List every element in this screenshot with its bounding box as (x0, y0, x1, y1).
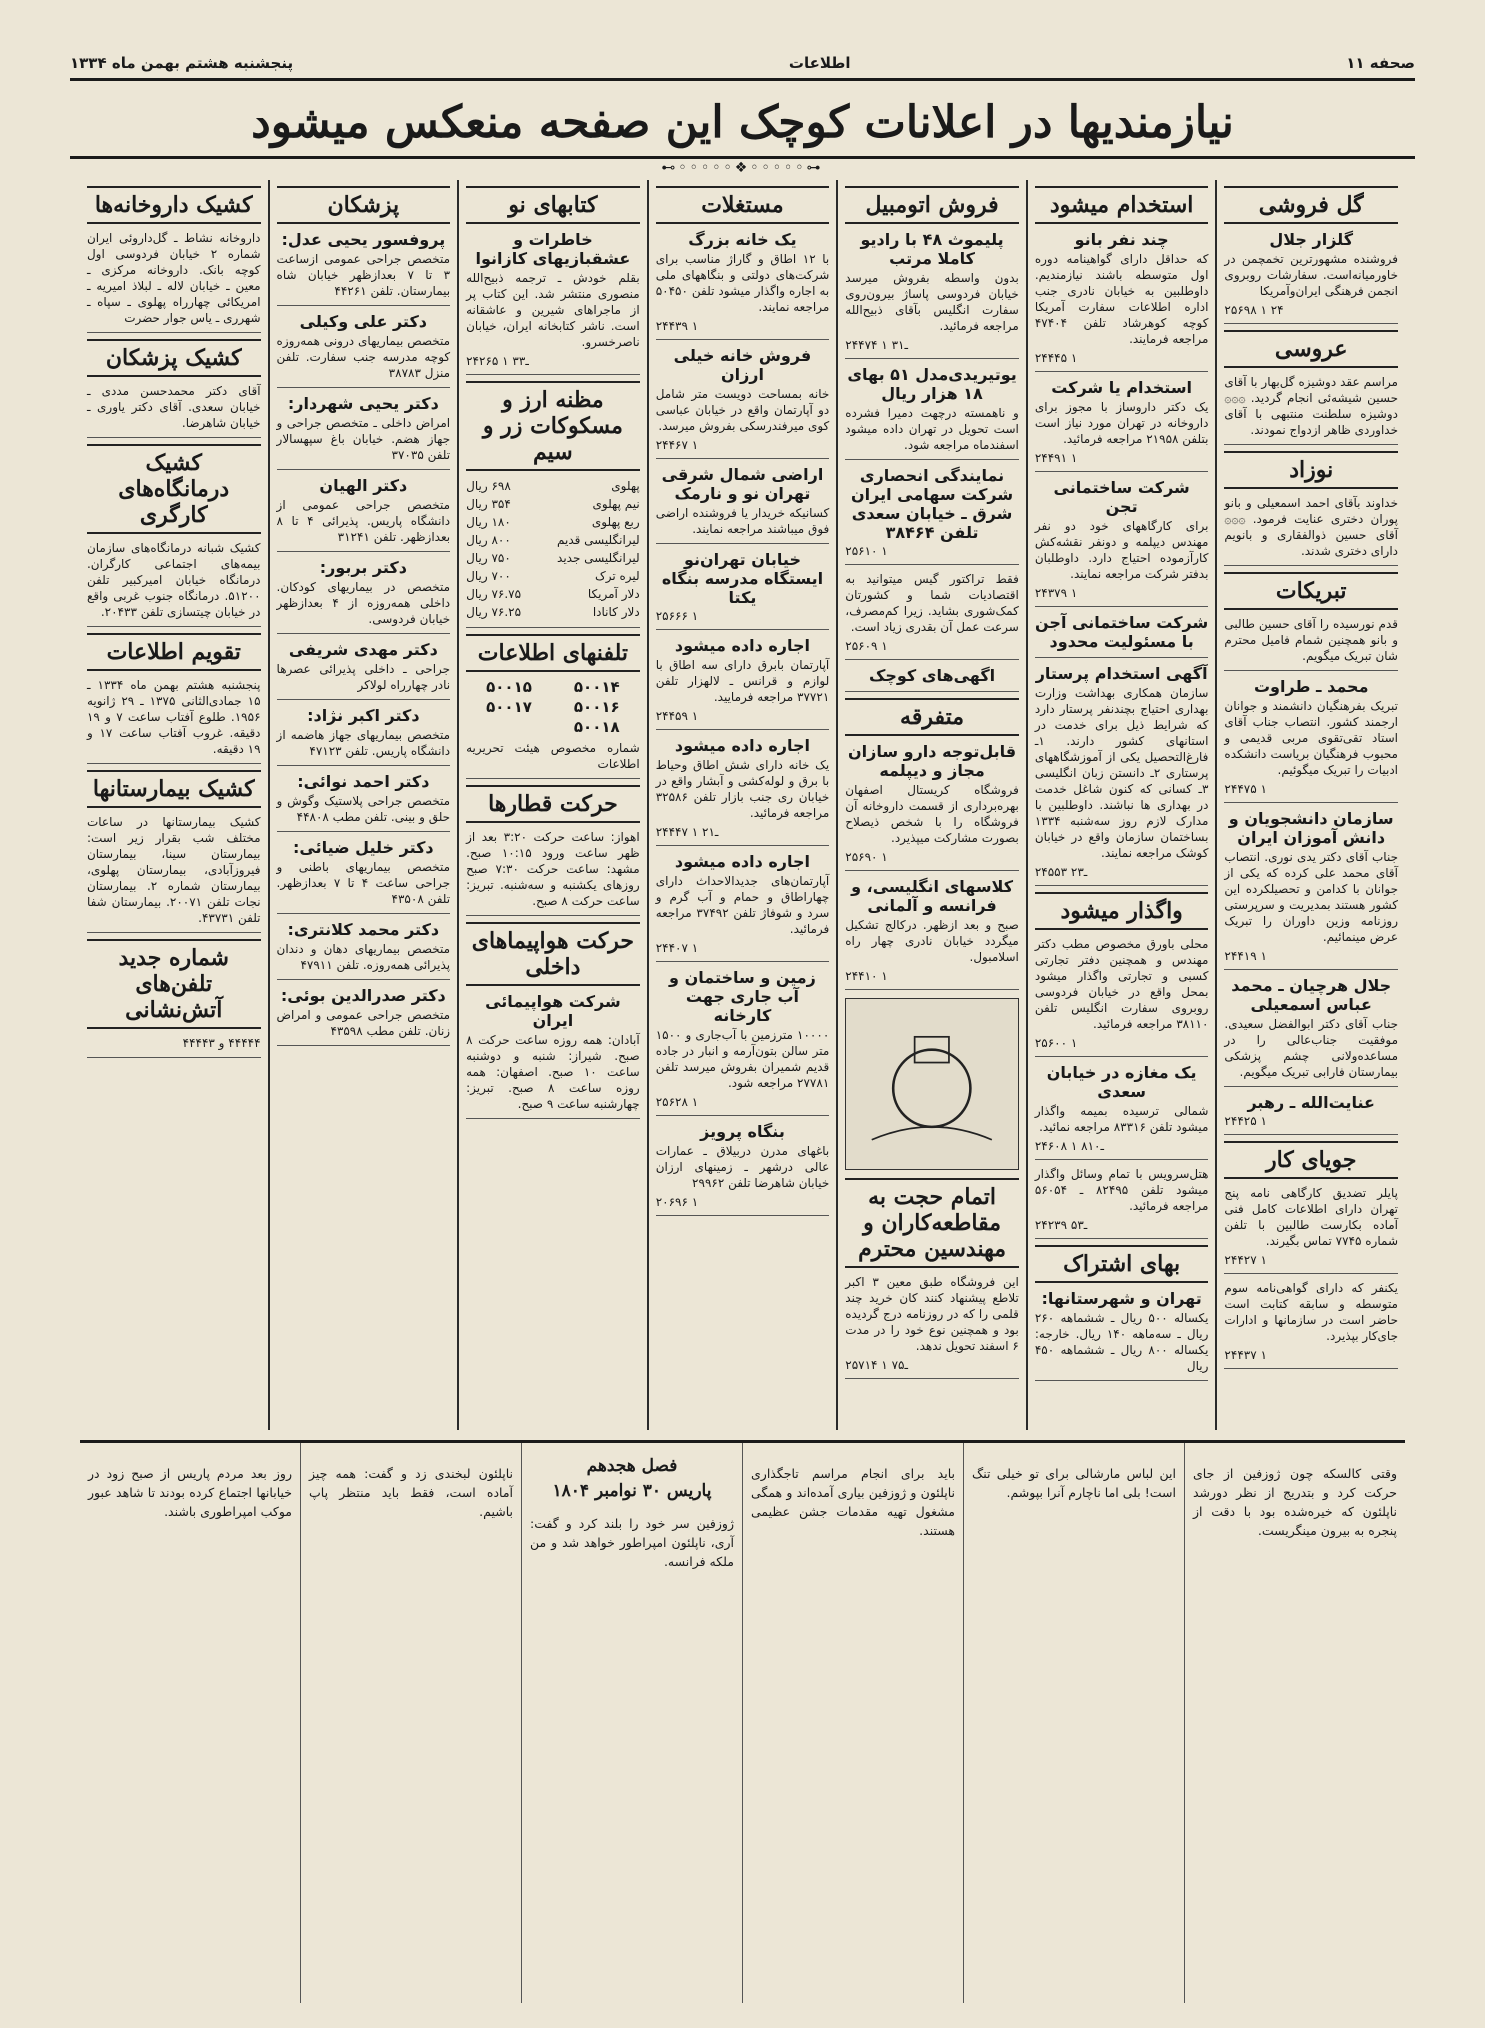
ad-body: محلی باورق مخصوص مطب دکتر مهندس و همچنین دفتر تجارتی کسبی و تجارتی واگذار میشود بمحل واقع در خیابان فردوسی روبروی سفارت انگلیس تلفن ۳۸۱۱۰ مراجعه فرمائید. (1034, 937, 1209, 1031)
section-title: عروسی (1224, 330, 1398, 368)
ad-ref: ۲۵۶۱۰ ۱ (845, 544, 888, 558)
ad-body: ۴۴۴۴۴ و ۴۴۴۴۳ (182, 1036, 261, 1050)
rate-name: لیرانگلیسی قدیم (557, 533, 640, 547)
column-doctors (268, 180, 458, 1430)
ad-ref: ۲۵۶۲۸ ۱ (655, 1095, 699, 1109)
rate-value: ۳۵۴ ریال (466, 497, 511, 511)
ad-body: متخصص بیماریهای دهان و دندان پذیرائی همه‌روزه. تلفن ۴۷۹۱۱ (276, 942, 451, 972)
serial-paragraph: ژوزفین سر خود را بلند کرد و گفت: آری، ناپلئون امپراطور خواهد شد و من ملکه فرانسه. (530, 1515, 734, 1569)
ad-ref: ۲۵۶۹۸ ۱ ۲۴ (1224, 303, 1284, 317)
ad-ref: ۲۴۴۳۹ ۱ (655, 319, 699, 333)
ad-separator (1224, 444, 1398, 445)
ad-heading: اراضی شمال شرقی تهران نو و نارمک (661, 465, 824, 503)
ad-heading: دکتر یحیی شهردار: (287, 394, 439, 413)
ad-body: یک دکتر داروساز با مجوز برای داروخانه در تهران مورد نیاز است بتلفن ۲۱۹۵۸ مراجعه فرمائید. (1034, 400, 1209, 446)
ad-body: فروشنده مشهورترین تخمچمن در خاورمیانه‌است. سفارشات روبروی انجمن فرهنگی ایران‌وآمریکا (1224, 252, 1398, 298)
serial-column (80, 1443, 300, 2003)
section-title: نوزاد (1224, 451, 1398, 489)
ad-body: مراسم عقد دوشیزه گل‌بهار با آقای حسین شیشه‌ئی انجام گردید. ۞۞۞ دوشیزه سلطنت منتبهی با آقای خداوردی ظاهر ازدواج نمودند. (1224, 375, 1398, 437)
ad-separator (1035, 885, 1209, 886)
ad-body: آپارتمان بابرق دارای سه اطاق با لوازم و قرانس ـ لالهزار تلفن ۳۷۷۲۱ مراجعه فرمایید. (655, 658, 830, 704)
section-title: واگذار میشود (1035, 892, 1209, 930)
ad-separator (466, 374, 640, 375)
ad-separator (277, 765, 451, 766)
ad-body: آقای دکتر محمدحسن مددی ـ خیابان سعدی. آقای دکتر یاوری ـ خیابان شاهرضا. (86, 384, 261, 430)
page-banner: نیازمندیها در اعلانات کوچک این صفحه منعکس میشود (251, 97, 1234, 148)
section-title: متفرقه (845, 698, 1019, 736)
rate-name: لیرانگلیسی جدید (557, 551, 640, 565)
ad-body: با ۱۲ اطاق و گاراژ مناسب برای شرکت‌های دولتی و بنگاههای ملی به اجاره واگذار میشود تلفن ۵۰۴۵۰ مراجعه نمایند. (655, 252, 830, 314)
ad-ref: ۲۴۴۰۷ ۱ (655, 941, 699, 955)
phone-numbers (466, 678, 640, 736)
ad-ref: ۲۴۲۳۹ ۵ـ۳ (1034, 1218, 1088, 1232)
ad-separator (845, 691, 1019, 692)
ad-ref: ۲۴۶۰۸ ۱ ۸ـ۱۰ (1034, 1139, 1104, 1153)
rate-row (466, 531, 640, 549)
ad-ref: ۲۵۷۱۴ ۱ ۷ـ۵ (845, 1358, 908, 1372)
ad-body: شماره مخصوص هیئت تحریریه اطلاعات (466, 741, 640, 771)
ad-heading: عنایت‌الله ـ رهبر (1247, 1093, 1375, 1112)
column-pharmacies (80, 180, 268, 1430)
rate-value: ۷۵۰ ریال (466, 551, 511, 565)
rate-name: ربع پهلوی (591, 515, 640, 529)
ad-separator (277, 551, 451, 552)
section-title: حرکت هواپیماهای داخلی (466, 922, 640, 986)
ad-heading: دکتر خلیل ضیائی: (293, 838, 434, 857)
ad-separator (845, 870, 1019, 871)
ad-body: متخصص جراحی عمومی ازساعت ۳ تا ۷ بعدازظهر خیابان شاه بیمارستان. تلفن ۴۴۲۶۱ (276, 252, 451, 298)
ad-separator (1035, 1238, 1209, 1239)
ad-separator (277, 699, 451, 700)
serial-column (963, 1443, 1184, 2003)
ad-heading: دکتر علی وکیلی (299, 312, 427, 331)
ad-separator (466, 1118, 640, 1119)
ad-separator (1224, 1368, 1398, 1369)
section-title: حرکت قطارها (466, 785, 640, 823)
section-title: فروش اتومبیل (845, 186, 1019, 224)
serial-paragraph: روز بعد مردم پاریس از صبح زود در خیابانها اجتماع کرده بودند تا شاهد عبور موکب امپراطوری باشند. (88, 1465, 292, 1519)
ad-heading: استخدام یا شرکت (1051, 378, 1193, 397)
ad-heading: قابل‌توجه دارو سازان مجاز و دیپلمه (847, 742, 1017, 780)
rate-row (466, 495, 640, 513)
ad-body: اهواز: ساعت حرکت ۳:۲۰ بعد از ظهر ساعت ورود ۱۰:۱۵ صبح. مشهد: ساعت حرکت ۷:۳۰ صبح روزهای یکشنبه و سه‌شنبه. تبریز: ساعت حرکت ۸ صبح. (466, 830, 640, 908)
ad-body: آبادان: همه روزه ساعت حرکت ۸ صبح. شیراز: شنبه و دوشنبه ساعت ۱۰ صبح. اصفهان: همه روزه ساعت ۸ صبح. تبریز: چهارشنبه ساعت ۹ صبح. (466, 1033, 640, 1111)
ad-ref: ۲۴۴۹۱ ۱ (1034, 451, 1078, 465)
ad-body: قدم نورسیده را آقای حسین طالبی و بانو همچنین شمام فامیل محترم شان تبریک میگویم. (1224, 617, 1398, 663)
rate-row (466, 549, 640, 567)
exchange-rates (466, 477, 640, 621)
ad-separator (845, 1378, 1019, 1379)
ad-heading: خاطرات و عشقبازیهای کازانوا (475, 230, 631, 268)
ad-separator (87, 1057, 261, 1058)
ad-heading: دکتر الهیان (319, 476, 408, 495)
rate-value: ۱۸۰ ریال (466, 515, 511, 529)
ad-body: متخصص جراحی‌ عمومی از دانشگاه پاریس. پذیرائی ۴ تا ۸ بعدازظهر. تلفن ۳۱۲۴۱ (276, 498, 451, 544)
ad-separator (466, 915, 640, 916)
ad-separator (656, 629, 830, 630)
ad-body: امراض داخلی ـ متخصص جراحی و جهاز هضم. خیابان باغ سپهسالار تلفن ۳۷۰۳۵ (276, 416, 451, 462)
column-flowers (1215, 180, 1405, 1430)
ad-separator (656, 961, 830, 962)
ad-ref: ۲۴۲۶۵ ۱ ۳ـ۳ (466, 354, 529, 368)
ad-body: بدون واسطه بفروش میرسد خیابان فردوسی پاساژ بیرون‌روی سفارت انگلیس بآقای ذبیح‌الله مراجعه فرمائید. (845, 271, 1019, 333)
ad-separator (845, 358, 1019, 359)
column-rentals (647, 180, 837, 1430)
rate-name: پهلوی (611, 479, 640, 493)
ad-body: تبریک بفرهنگیان دانشمند و جوانان ارجمند کشور. انتصاب جناب آقای استاد تقی‌تقوی مربی قدیمی و محبوب فرهنگیان بریاست دانشکده ادبیات را تبریک میگوئیم. (1224, 699, 1398, 777)
ad-separator (656, 845, 830, 846)
ad-body: متخصص بیماریهای جهاز هاضمه از دانشگاه پاریس. تلفن ۴۷۱۲۳ (276, 728, 451, 758)
ad-ref: ۲۴۵۵۳ ۲ـ۳ (1034, 865, 1088, 879)
phone-number: ۵۰۰۱۸ (573, 718, 620, 736)
section-title: کشیک درمانگاه‌های کارگری (87, 444, 261, 534)
rate-value: ۶۹۸ ریال (466, 479, 511, 493)
ad-separator (656, 543, 830, 544)
ad-heading: شرکت ساختمانی تجن (1053, 478, 1190, 516)
ad-heading: دکتر بربور: (319, 558, 407, 577)
ad-body: باغهای مدرن دربیلاق ـ عمارات عالی درشهر ـ زمینهای ارزان خیابان شاهرضا تلفن ۲۹۹۶۲ (655, 1144, 830, 1190)
ad-heading: اگهی‌های کوچک (868, 666, 996, 685)
section-title: کشیک بیمارستانها (87, 770, 261, 808)
ad-separator (87, 437, 261, 438)
ad-body: این فروشگاه طبق معین ۳ اکبر تلاطع پیشنهاد کنند کان خرید چند قلمی را که در روزنامه درج گردیده بود و همچنین نوع خود را در مدت ۶ اسفند تحویل ندهد. (845, 1275, 1019, 1353)
rate-name: دلار آمریکا (587, 587, 640, 601)
ornament-divider: ⊷◦◦◦◦◦❖◦◦◦◦◦⊶ (661, 160, 824, 176)
ad-separator (1035, 1159, 1209, 1160)
ad-separator (87, 932, 261, 933)
ad-ref: ۲۴۴۲۵ ۱ (1224, 1114, 1267, 1128)
section-title: استخدام میشود (1035, 186, 1209, 224)
column-employment (1026, 180, 1216, 1430)
section-title: مستغلات (656, 186, 830, 224)
section-title: مظنه ارز و مسکوکات زر و سیم (466, 381, 640, 471)
ad-separator (1035, 371, 1209, 372)
ad-body: متخصص جراحی عمومی و امراض زنان. تلفن مطب ۴۳۵۹۸ (276, 1008, 451, 1038)
ad-separator (1224, 802, 1398, 803)
ad-separator (845, 459, 1019, 460)
page-number: صحفه ۱۱ (1346, 54, 1415, 72)
serial-dateline: پاریس ۳۰ نوامبر ۱۸۰۴ (552, 1481, 712, 1501)
ad-body: متخصص در بیماریهای کودکان. داخلی همه‌روزه از ۴ بعدازظهر خیابان فردوسی. (276, 580, 451, 626)
ad-body: کشیک بیمارستانها در ساعات مختلف شب بقرار زیر است: بیمارستان سینا، بیمارستان فیروزآبادی، بیمارستان پهلوی، بیمارستان شماره ۲. بیمارستان نجات تلفن ۲۰۰۷۱. بیمارستان شفا تلفن ۴۳۷۳۱. (86, 815, 261, 925)
ad-ref: ۲۵۶۹۰ ۱ (845, 850, 888, 864)
ad-separator (277, 387, 451, 388)
ad-separator (656, 1215, 830, 1216)
ad-heading: آگهی استخدام پرستار (1035, 664, 1208, 683)
ad-heading: نمایندگی انحصاری شرکت سهامی ایران شرق ـ خیابان سعدی تلفن ۳۸۴۶۴ (851, 466, 1014, 542)
ad-separator (1224, 1086, 1398, 1087)
ad-ref: ۲۵۶۰۹ ۱ (845, 639, 888, 653)
ad-body: آپارتمان‌های جدیدالاحداث دارای چهاراطاق و حمام و آب گرم و سرد و شوفاژ تلفن ۳۷۴۹۲ مراجعه فرمائید. (655, 874, 830, 936)
ad-separator (845, 659, 1019, 660)
section-title: شماره جدید تلفن‌های آتش‌نشانی (87, 939, 261, 1029)
ad-body: فروشگاه کریستال اصفهان بهره‌برداری از قسمت داروخانه آن فروشگاه را با شخص ذیصلاح بصورت مشارکت میپذیرد. (845, 783, 1019, 845)
ad-body: خانه بمساحت دویست متر شامل دو آپارتمان واقع در خیابان عباسی کوی میرفندرسکی بفروش میرسد. (655, 387, 830, 433)
ad-body: پنجشنبه هشتم بهمن ماه ۱۳۳۴ ـ ۱۵ جمادی‌الثانی ۱۳۷۵ ـ ۲۹ ژانویه ۱۹۵۶. طلوع آفتاب ساعت ۷ و ۱۹ دقیقه. غروب آفتاب ساعت ۱۷ و ۱۹ دقیقه. (86, 678, 261, 756)
ad-heading: شرکت هواپیمائی ایران (485, 992, 621, 1030)
ad-heading: دکتر احمد نوائی: (297, 772, 430, 791)
ad-separator (1035, 471, 1209, 472)
section-title: تلفنهای اطلاعات (466, 634, 640, 672)
advertisement-illustration (845, 998, 1019, 1170)
ad-ref: ۲۵۶۰۰ ۱ (1034, 1036, 1078, 1050)
section-title: تبریکات (1224, 572, 1398, 610)
ad-body: متخصص بیماریهای درونی همه‌روزه کوچه مدرسه جنب سفارت. تلفن منزل ۳۸۷۸۳ (276, 334, 451, 380)
phone-number: ۵۰۰۱۵ (486, 678, 532, 696)
ad-separator (656, 729, 830, 730)
ad-separator (1035, 1056, 1209, 1057)
phone-number: ۵۰۰۱۴ (573, 678, 620, 696)
ad-separator (1224, 969, 1398, 970)
ad-body: خداوند بآقای احمد اسمعیلی و بانو پوران دختری عنایت فرمود. ۞۞۞ آقای حسین ذوالفقاری و بانویم دارای دختری شدند. (1224, 496, 1398, 558)
section-title: بهای اشتراک (1035, 1245, 1209, 1283)
section-title: اتمام حجت به مقاطعه‌کاران و مهندسین محترم (845, 1178, 1019, 1268)
rate-name: لیره ترک (594, 569, 640, 583)
ad-body: کسانیکه خریدار یا فروشنده اراضی فوق میباشند مراجعه نمایند. (655, 506, 830, 536)
ad-heading: محمد ـ طراوت (1253, 677, 1369, 696)
ad-heading: دکتر محمد کلانتری: (287, 920, 440, 939)
ad-separator (277, 469, 451, 470)
ad-ref: ۲۴۴۱۹ ۱ (1224, 949, 1267, 963)
ad-heading: اجاره داده میشود (674, 736, 811, 755)
ad-body: متخصص بیماریهای باطنی و جراحی ساعت ۴ تا ۷ بعدازظهر. تلفن ۴۳۵۰۸ (276, 860, 451, 906)
ad-separator (87, 763, 261, 764)
ad-separator (656, 458, 830, 459)
ad-ref: ۲۴۴۳۷ ۱ (1224, 1348, 1267, 1362)
ad-body: که حداقل دارای گواهینامه دوره اول متوسطه باشند نیازمندیم. داوطلبین به خیابان نادری جنب اداره اطلاعات سفارت آمریکا کوچه کوهرشاد تلفن ۴۷۴۰۴ مراجعه فرمایند. (1034, 252, 1209, 346)
ad-heading: زمین و ساختمان و آب جاری جهت کارخانه (669, 968, 816, 1025)
ad-heading: گلزار جلال (1269, 230, 1354, 249)
rate-value: ۷۶.۲۵ ریال (466, 605, 522, 619)
rate-value: ۷۶.۷۵ ریال (466, 587, 522, 601)
ad-separator (277, 831, 451, 832)
ad-heading: اجاره داده میشود (674, 636, 811, 655)
ad-body: برای کارگاههای خود دو نفر مهندس دیپلمه و دونفر نقشه‌کش کارآزموده احتیاج دارد. داوطلبان بدفتر شرکت مراجعه نمایند. (1034, 519, 1209, 581)
ad-separator (845, 564, 1019, 565)
ad-separator (656, 339, 830, 340)
serial-chapter-title: فصل هجدهم (586, 1456, 678, 1476)
ad-separator (466, 627, 640, 628)
ad-separator (656, 1115, 830, 1116)
header-rule (70, 78, 1415, 81)
ad-ref: ۲۴۴۷۴ ۱ ۳ـ۱ (845, 338, 908, 352)
ad-body: جراحی ـ داخلی پذیرائی عصرها نادر چهارراه لولاکر (276, 662, 451, 692)
ad-heading: دکتر مهدی شریفی (288, 640, 438, 659)
rate-name: نیم پهلوی (592, 497, 640, 511)
serial-column (300, 1443, 521, 2003)
ad-body: متخصص جراحی پلاستیک وگوش و حلق و بینی. تلفن مطب ۴۴۸۰۸ (276, 794, 451, 824)
serial-column (521, 1443, 742, 2003)
column-books (457, 180, 647, 1430)
section-title: کشیک پزشکان (87, 339, 261, 377)
section-title: کتابهای نو (466, 186, 640, 224)
serial-column (1184, 1443, 1405, 2003)
serial-paragraph: وقتی کالسکه چون ژوزفین از جای حرکت کرد و بتدریج از نظر دورشد ناپلئون که خیره‌شده بود با دقت از پنجره به بیرون مینگریست. (1193, 1465, 1397, 1538)
rate-value: ۷۰۰ ریال (466, 569, 511, 583)
ad-heading: یک خانه بزرگ (688, 230, 797, 249)
ad-separator (87, 332, 261, 333)
serial-story (80, 1440, 1405, 2003)
ad-heading: یوتیریدی‌مدل ۵۱ بهای ۱۸ هزار ریال (847, 365, 1017, 403)
ad-ref: ۲۴۴۴۵ ۱ (1034, 351, 1078, 365)
ad-ref: ۲۴۴۶۷ ۱ (655, 438, 699, 452)
ad-body: صبح و بعد ازظهر. درکالج تشکیل میگردد خیابان نادری چهار راه اسلامبول. (845, 918, 1019, 964)
ad-separator (845, 989, 1019, 990)
ad-heading: کلاسهای انگلیسی، و فرانسه و آلمانی (851, 877, 1014, 915)
running-header (70, 52, 1415, 74)
ad-ref: ۲۴۴۵۹ ۱ (655, 709, 699, 723)
ad-body: ۱۰۰۰۰ مترزمین با آب‌جاری و ۱۵۰۰ متر سالن بتون‌آرمه و انبار در جاده قدیم شمیران بفروش میرسد تلفن ۲۷۷۸۱ مراجعه شود. (655, 1028, 830, 1090)
serial-column (742, 1443, 963, 2003)
ad-heading: شرکت ساختمانی آجن با مسئولیت محدود (1035, 613, 1209, 651)
ad-separator (1224, 1273, 1398, 1274)
ad-body: فقط تراکتور گیس میتوانید به اقتصادیات شما و کشورتان کمک‌شوری بشاید. زیرا کم‌مصرف، سرعت عمل آن بقدری زیاد است. (845, 572, 1019, 634)
ad-separator (1035, 1380, 1209, 1381)
ad-separator (87, 626, 261, 627)
ad-body: پایلر تضدیق کارگاهی نامه پنج تهران دارای اطلاعات کامل فنی آماده بکارست طالبین با تلفن شماره ۷۷۴۵ تماس بگیرند. (1224, 1186, 1398, 1248)
ad-heading: پروفسور یحیی عدل: (281, 230, 446, 249)
ad-separator (277, 979, 451, 980)
ad-separator (1224, 323, 1398, 324)
ad-ref: ۲۴۴۷۵ ۱ (1224, 782, 1267, 796)
ad-body: جناب آقای دکتر ابوالفضل سعیدی. موفقیت جناب‌عالی را در مساعده‌ولانی چشم پزشکی بیمارستان فارابی تبریک میگویم. (1224, 1017, 1398, 1079)
section-title: کشیک داروخانه‌ها (87, 186, 261, 224)
section-title: گل فروشی (1224, 186, 1398, 224)
rate-name: دلار کانادا (592, 605, 640, 619)
rate-row (466, 567, 640, 585)
ad-heading: چند نفر بانو (1074, 230, 1169, 249)
serial-paragraph: باید برای انجام مراسم تاجگذاری ناپلئون و ژوزفین بیاری آمده‌اند و همگی مشغول تهیه مقدمات جشن عظیمی هستند. (751, 1465, 955, 1538)
ad-separator (1035, 657, 1209, 658)
ad-separator (1224, 565, 1398, 566)
ad-separator (1035, 606, 1209, 607)
ad-body: یکساله ۵۰۰ ریال ـ ششماهه ۲۶۰ ریال ـ سه‌ماهه ۱۴۰ ریال. خارجه: یکساله ۸۰۰ ریال ـ ششماهه ۴۵۰ ریال (1034, 1311, 1209, 1373)
ad-heading: بنگاه پرویز (700, 1122, 785, 1141)
ad-ref: ۲۵۶۶۶ ۱ (655, 609, 699, 623)
ad-separator (277, 633, 451, 634)
ad-body: و ناهمسته درچهت دمیرا فشرده است تحویل در تهران داده میشود اسفندماه مراجعه شود. (845, 406, 1019, 452)
ad-ref: ۲۴۴۲۷ ۱ (1224, 1253, 1267, 1267)
ad-separator (277, 913, 451, 914)
ad-separator (277, 1045, 451, 1046)
ad-heading: جلال هرچیان ـ محمد عباس اسمعیلی (1231, 976, 1392, 1014)
section-title: پزشکان (277, 186, 451, 224)
ad-heading: خیابان تهران‌نو ایستگاه مدرسه بنگاه یکتا (661, 550, 824, 607)
ad-body: کشیک شبانه درمانگاه‌های سازمان بیمه‌های اجتماعی کارگران. درمانگاه خیابان امیرکبیر تلفن ۵۱۲۰۰. درمانگاه جنوب غربی واقع در خیابان چیتسازی تلفن ۲۰۴۳۳. (86, 541, 261, 619)
ad-heading: تهران و شهرستانها: (1041, 1289, 1202, 1308)
phone-number: ۵۰۰۱۷ (486, 698, 532, 716)
ad-body: یک خانه دارای شش اطاق وحیاط با برق و لوله‌کشی و آبشار واقع در خیابان ری جنب بازار تلفن ۳۲۵۸۶ مراجعه فرمائید. (655, 758, 830, 820)
classified-columns (80, 180, 1405, 1430)
serial-paragraph: این لباس مارشالی برای تو خیلی تنگ است! بلی اما ناچارم آنرا بپوشم. (972, 1465, 1176, 1500)
rate-row (466, 513, 640, 531)
issue-date: پنجشنبه هشتم بهمن ماه ۱۳۳۴ (70, 54, 294, 72)
ad-heading: پلیموث ۴۸ با رادیو کاملا مرتب (860, 230, 1004, 268)
column-cars (836, 180, 1026, 1430)
rate-row (466, 585, 640, 603)
ad-heading: سازمان دانشجویان و دانش آموزان ایران (1228, 809, 1394, 847)
ad-heading: اجاره داده میشود (674, 852, 811, 871)
rate-value: ۸۰۰ ریال (466, 533, 511, 547)
ad-body: بقلم خودش ـ ترجمه ذبیح‌الله منصوری منتشر شد. این کتاب پر از ماجراهای شیرین و عاشقانه است. ناشر کتابخانه ایران، خیابان ناصرخسرو. (466, 271, 640, 349)
ad-body: سازمان همکاری بهداشت وزارت بهداری احتیاج بچندنفر پرستار دارد که شرایط ذیل برای خدمت در استانهای کشور دارند. ۱ـ فارغ‌التحصیل یکی از آموزشگاههای پرستاری ۲ـ دانستن زبان انگلیسی ۳ـ کسانی که کنون شاغل خدمت در بهداری ها نباشند. داوطلبین با مدارک لازم روز سه‌شنبه ۱۳۳۴ بساختمان سازمان واقع در خیابان کوشک مراجعه نمایند. (1034, 686, 1209, 860)
phone-number: ۵۰۰۱۶ (573, 698, 620, 716)
ad-heading: فروش خانه خیلی ارزان (673, 346, 812, 384)
section-title: جویای کار (1224, 1141, 1398, 1179)
ad-ref: ۲۴۴۱۰ ۱ (845, 969, 888, 983)
section-title: تقویم اطلاعات (87, 633, 261, 671)
ad-separator (277, 305, 451, 306)
ad-separator (1224, 670, 1398, 671)
ad-body: هتل‌سرویس با تمام وسائل واگذار میشود تلفن ۸۲۴۹۵ ـ ۵۶۰۵۴ مراجعه فرمائید. (1034, 1167, 1209, 1213)
ad-ref: ۲۰۶۹۶ ۱ (655, 1195, 699, 1209)
ad-heading: یک مغازه در خیابان سعدی (1046, 1063, 1197, 1101)
ad-heading: دکتر صدرالدین بوئی: (280, 986, 446, 1005)
ad-body: جناب آقای دکتر یدی نوری. انتصاب آقای محمد علی کرده که یکی از جوانان با کدامن و تحصیلکرده این کشور هستند بمدیریت و سرپرستی روزنامه وزین داوران را تبریک عرض مینمائیم. (1224, 850, 1398, 944)
ad-separator (1224, 1134, 1398, 1135)
serial-paragraph: ناپلئون لبخندی زد و گفت: همه چیز آماده است، فقط باید منتظر پاپ باشیم. (309, 1465, 513, 1519)
ad-ref: ۲۴۴۴۷ ۱ ۲ـ۱ (655, 825, 719, 839)
ad-heading: دکتر اکبر نژاد: (307, 706, 420, 725)
ad-body: داروخانه نشاط ـ گل‌داروئی ایران شماره ۲ خیابان فردوسی اول کوچه بانک. داروخانه مرکزی ـ معین ـ خیابان لاله ـ لبلاذ امیریه ـ امریکائی چهارراه پهلوی ـ سپاه ـ شهرری ـ یاس جوار حضرت (86, 231, 261, 325)
ad-body: شمالی ترسیده بمیمه واگذار میشود تلفن ۸۳۳۱۶ مراجعه نمائید. (1034, 1104, 1209, 1134)
rate-row (466, 603, 640, 621)
ad-separator (466, 778, 640, 779)
ad-body: یکنفر که دارای گواهی‌نامه سوم متوسطه و سابقه کتابت است حاضر است در سازمانها و ادارات جای‌کار بپذیرد. (1224, 1281, 1398, 1343)
banner-rule (70, 156, 1415, 159)
rate-row (466, 477, 640, 495)
paper-name: اطلاعات (788, 54, 851, 72)
ad-ref: ۲۴۳۷۹ ۱ (1034, 586, 1078, 600)
